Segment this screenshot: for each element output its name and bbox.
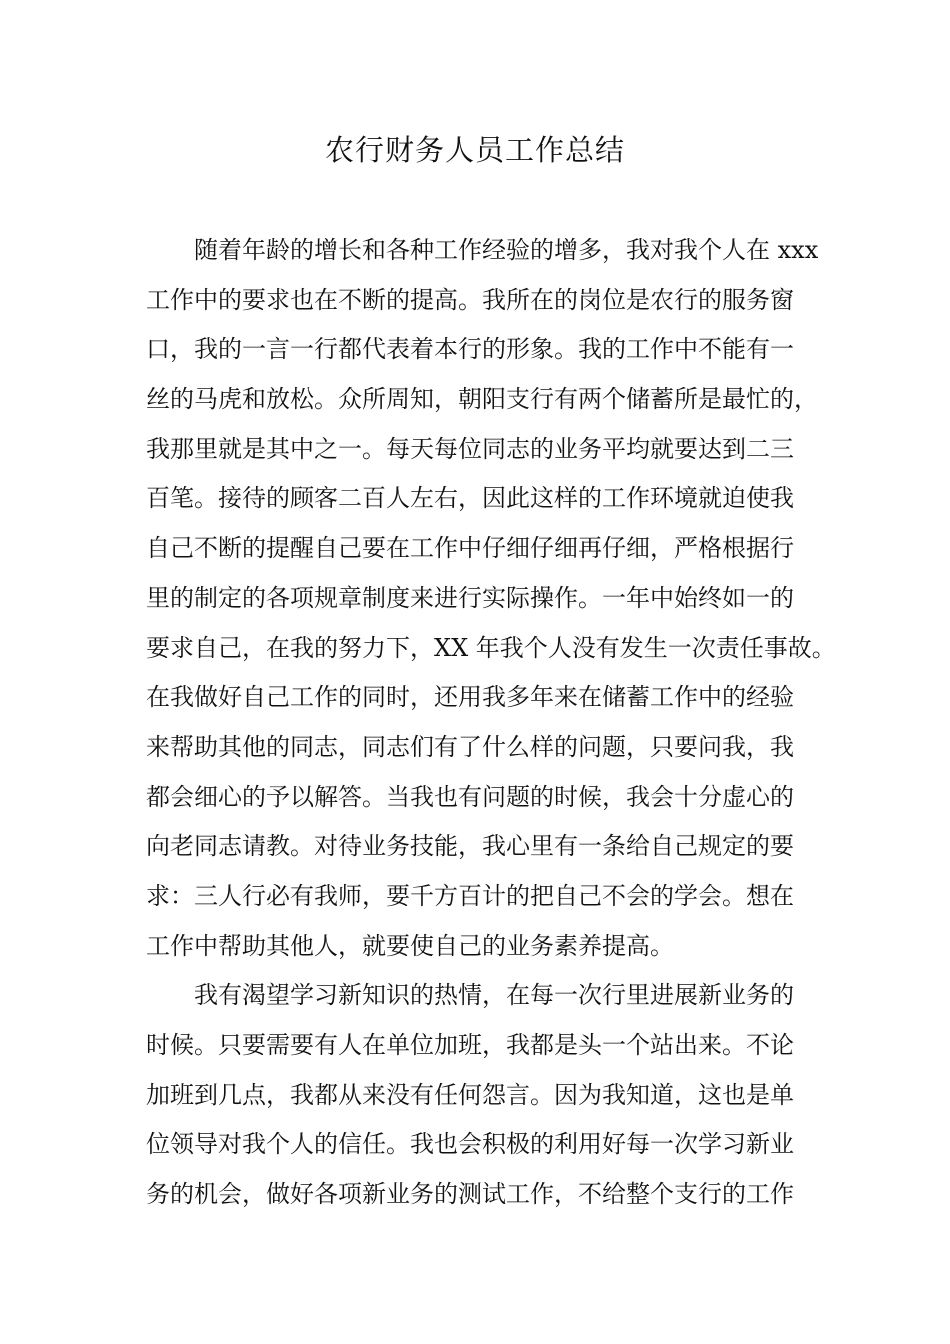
paragraph-1-line-10: 在我做好自己工作的同时，还用我多年来在储蓄工作中的经验 [146, 683, 794, 712]
paragraph-1-line-9: 要求自己，在我的努力下，XX 年我个人没有发生一次责任事故。 [146, 633, 836, 662]
paragraph-1-line-5: 我那里就是其中之一。每天每位同志的业务平均就要达到二三 [146, 434, 794, 463]
paragraph-2-line-4: 位领导对我个人的信任。我也会积极的利用好每一次学习新业 [146, 1130, 794, 1159]
paragraph-1-line-3: 口，我的一言一行都代表着本行的形象。我的工作中不能有一 [146, 335, 794, 364]
document-body [146, 226, 836, 1220]
paragraph-2-line-5: 务的机会，做好各项新业务的测试工作，不给整个支行的工作 [146, 1180, 794, 1209]
paragraph-2-line-2: 时候。只要需要有人在单位加班，我都是头一个站出来。不论 [146, 1031, 794, 1059]
paragraph-1-line-2: 工作中的要求也在不断的提高。我所在的岗位是农行的服务窗 [146, 285, 794, 314]
paragraph-1-line-8: 里的制定的各项规章制度来进行实际操作。一年中始终如一的 [146, 583, 794, 612]
paragraph-2-line-1: 我有渴望学习新知识的热情，在每一次行里进展新业务的 [194, 981, 794, 1010]
paragraph-1-line-1: 随着年龄的增长和各种工作经验的增多，我对我个人在 xxx [194, 236, 819, 264]
paragraph-1-line-14: 求：三人行必有我师，要千方百计的把自己不会的学会。想在 [146, 881, 794, 910]
paragraph-1-line-4: 丝的马虎和放松。众所周知，朝阳支行有两个储蓄所是最忙的， [146, 385, 818, 414]
paragraph-1-line-6: 百笔。接待的顾客二百人左右，因此这样的工作环境就迫使我 [146, 484, 794, 513]
paragraph-1-line-12: 都会细心的予以解答。当我也有问题的时候，我会十分虚心的 [146, 782, 794, 811]
paragraph-1-line-15: 工作中帮助其他人，就要使自己的业务素养提高。 [146, 931, 674, 960]
paragraph-1-line-7: 自己不断的提醒自己要在工作中仔细仔细再仔细，严格根据行 [146, 534, 794, 563]
paragraph-1-line-11: 来帮助其他的同志，同志们有了什么样的问题，只要问我，我 [146, 732, 794, 761]
paragraph-1-line-13: 向老同志请教。对待业务技能，我心里有一条给自己规定的要 [146, 832, 794, 861]
document-title: 农行财务人员工作总结 [324, 133, 625, 167]
paragraph-2-line-3: 加班到几点，我都从来没有任何怨言。因为我知道，这也是单 [146, 1080, 794, 1109]
